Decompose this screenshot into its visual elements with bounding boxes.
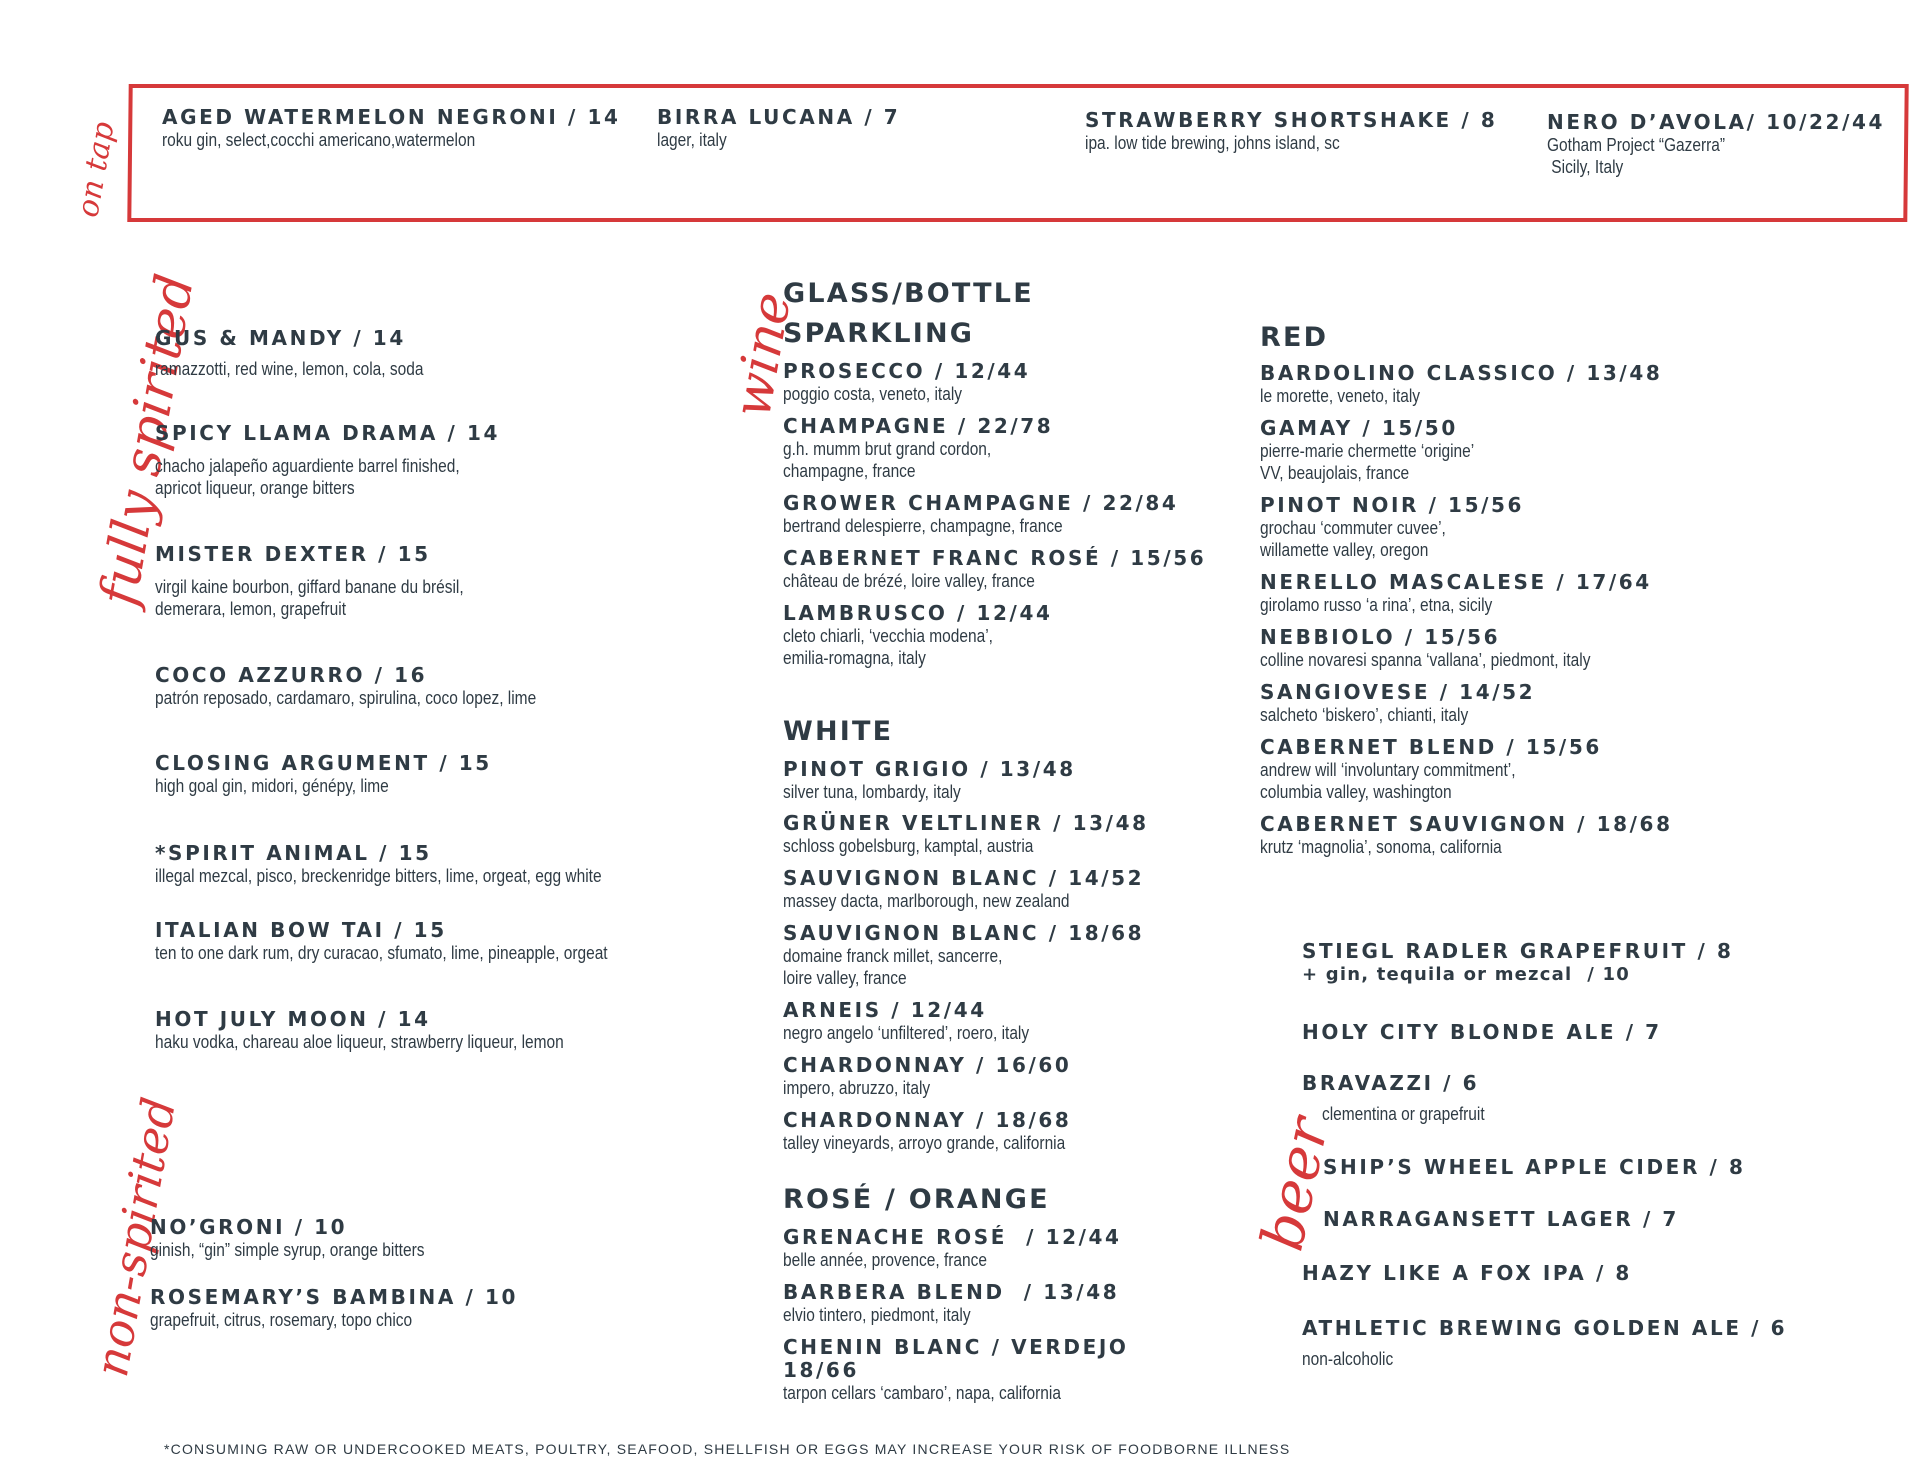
item-title: ATHLETIC BREWING GOLDEN ALE / 6 [1302, 1316, 1788, 1340]
wine-item [783, 1226, 1122, 1271]
item-desc: grochau ‘commuter cuvee’, [1260, 518, 1446, 538]
item-title: BARDOLINO CLASSICO / 13/48 [1260, 361, 1663, 385]
item-title: NERO D’AVOLA/ 10/22/44 [1547, 110, 1886, 134]
beer-item [1302, 1317, 1787, 1370]
item-desc: le morette, veneto, italy [1260, 386, 1421, 406]
item-desc: virgil kaine bourbon, giffard banane du brésil, [155, 577, 464, 597]
non-spirited-item [150, 1216, 469, 1261]
item-title: NEBBIOLO / 15/56 [1260, 625, 1501, 649]
non-spirited-item [150, 1286, 518, 1331]
item-title: CLOSING ARGUMENT / 15 [155, 751, 492, 775]
item-title: BARBERA BLEND / 13/48 [783, 1280, 1120, 1304]
rose-orange-heading: ROSÉ / ORANGE [783, 1184, 1050, 1215]
item-desc: emilia-romagna, italy [783, 648, 926, 668]
tap-item [1085, 109, 1497, 154]
item-title: *SPIRIT ANIMAL / 15 [155, 841, 432, 865]
wine-item [783, 547, 1206, 592]
item-title: SANGIOVESE / 14/52 [1260, 680, 1536, 704]
item-desc: silver tuna, lombardy, italy [783, 782, 961, 802]
item-desc: champagne, france [783, 461, 916, 481]
item-title: HOT JULY MOON / 14 [155, 1007, 431, 1031]
item-desc: Gotham Project “Gazerra” [1547, 135, 1726, 155]
item-desc: patrón reposado, cardamaro, spirulina, coco lopez, lime [155, 688, 537, 708]
item-title: BRAVAZZI / 6 [1302, 1071, 1480, 1095]
beer-item [1302, 1021, 1662, 1044]
wine-item [1260, 494, 1524, 561]
wine-item [783, 1281, 1119, 1326]
item-title: STRAWBERRY SHORTSHAKE / 8 [1085, 108, 1498, 132]
item-desc: krutz ‘magnolia’, sonoma, california [1260, 837, 1502, 857]
item-desc: girolamo russo ‘a rina’, etna, sicily [1260, 595, 1493, 615]
item-desc: colline novaresi spanna ‘vallana’, piedmont, italy [1260, 650, 1591, 670]
item-title: NO’GRONI / 10 [150, 1215, 348, 1239]
item-desc: apricot liqueur, orange bitters [155, 478, 355, 498]
item-desc: ramazzotti, red wine, lemon, cola, soda [155, 359, 424, 379]
cocktail-item [155, 919, 681, 964]
wine-label: wine [722, 288, 804, 422]
item-desc: poggio costa, veneto, italy [783, 384, 963, 404]
wine-item [783, 812, 1149, 857]
tap-item [162, 106, 620, 151]
beer-item [1302, 1072, 1511, 1125]
item-title: MISTER DEXTER / 15 [155, 542, 431, 566]
item-desc: salcheto ‘biskero’, chianti, italy [1260, 705, 1469, 725]
item-title-line-2: 18/66 [783, 1358, 859, 1382]
item-title: GUS & MANDY / 14 [155, 326, 406, 350]
item-desc: clementina or grapefruit [1322, 1104, 1485, 1124]
item-desc: château de brézé, loire valley, france [783, 571, 1035, 591]
item-desc: demerara, lemon, grapefruit [155, 599, 347, 619]
item-title: NERELLO MASCALESE / 17/64 [1260, 570, 1652, 594]
item-desc: loire valley, france [783, 968, 907, 988]
item-title: CABERNET FRANC ROSÉ / 15/56 [783, 546, 1207, 570]
on-tap-label: on tap [70, 119, 122, 220]
beer-item [1323, 1208, 1679, 1231]
item-desc: elvio tintero, piedmont, italy [783, 1305, 971, 1325]
wine-item [1260, 362, 1662, 407]
cocktail-item [155, 842, 674, 887]
beer-item [1323, 1156, 1746, 1179]
cocktail-item [155, 664, 598, 709]
item-title: ARNEIS / 12/44 [783, 998, 987, 1022]
item-addon: + gin, tequila or mezcal / 10 [1302, 964, 1630, 985]
item-desc: ginish, “gin” simple syrup, orange bitters [150, 1240, 425, 1260]
item-desc: negro angelo ‘unfiltered’, roero, italy [783, 1023, 1030, 1043]
item-title: AGED WATERMELON NEGRONI / 14 [162, 105, 621, 129]
item-desc: willamette valley, oregon [1260, 540, 1429, 560]
wine-item [783, 602, 1053, 669]
wine-item [783, 1109, 1111, 1154]
item-title: CABERNET BLEND / 15/56 [1260, 735, 1602, 759]
item-title: GRÜNER VELTLINER / 13/48 [783, 811, 1149, 835]
item-desc: high goal gin, midori, génépy, lime [155, 776, 389, 796]
tap-item [1547, 111, 1885, 178]
foodborne-illness-notice: *CONSUMING RAW OR UNDERCOOKED MEATS, POULTRY, SEAFOOD, SHELLFISH OR EGGS MAY INCREASE YOUR RISK OF FOODBORNE ILLNESS [164, 1441, 1291, 1457]
item-title: CHAMPAGNE / 22/78 [783, 414, 1054, 438]
item-desc: andrew will ‘involuntary commitment’, [1260, 760, 1516, 780]
item-title: CHARDONNAY / 18/68 [783, 1108, 1072, 1132]
item-desc: ipa. low tide brewing, johns island, sc [1085, 133, 1340, 153]
wine-item [1260, 417, 1509, 484]
item-title: PROSECCO / 12/44 [783, 359, 1031, 383]
cocktail-item [155, 752, 492, 797]
item-desc: haku vodka, chareau aloe liqueur, strawberry liqueur, lemon [155, 1032, 564, 1052]
red-heading: RED [1260, 322, 1329, 353]
fully-spirited-label: fully spirited [88, 269, 207, 611]
white-heading: WHITE [783, 716, 894, 747]
item-desc: illegal mezcal, pisco, breckenridge bitters, lime, orgeat, egg white [155, 866, 602, 886]
beer-item [1302, 1262, 1632, 1285]
wine-item [1260, 681, 1535, 726]
item-title: STIEGL RADLER GRAPEFRUIT / 8 [1302, 939, 1734, 963]
wine-item [1260, 813, 1673, 858]
item-desc: belle année, provence, france [783, 1250, 987, 1270]
non-spirited-label: non-spirited [83, 1093, 187, 1381]
item-desc: domaine franck millet, sancerre, [783, 946, 1003, 966]
wine-item [1260, 736, 1602, 803]
glass-bottle-heading: GLASS/BOTTLE [783, 278, 1034, 309]
wine-item [783, 415, 1053, 482]
item-desc: g.h. mumm brut grand cordon, [783, 439, 992, 459]
item-desc: tarpon cellars ‘cambaro’, napa, california [783, 1383, 1061, 1403]
item-desc: roku gin, select,cocchi americano,watermelon [162, 130, 476, 150]
beer-label: beer [1247, 1111, 1342, 1257]
item-desc: Sicily, Italy [1547, 157, 1624, 177]
wine-item [783, 1054, 1071, 1099]
item-desc: ten to one dark rum, dry curacao, sfumato, lime, pineapple, orgeat [155, 943, 608, 963]
wine-item [783, 922, 1144, 989]
sparkling-heading: SPARKLING [783, 318, 975, 349]
item-desc: cleto chiarli, ‘vecchia modena’, [783, 626, 993, 646]
item-title: CABERNET SAUVIGNON / 18/68 [1260, 812, 1673, 836]
cocktail-item [155, 327, 467, 380]
item-title: SPICY LLAMA DRAMA / 14 [155, 421, 501, 445]
item-title: SHIP’S WHEEL APPLE CIDER / 8 [1323, 1155, 1746, 1179]
item-title: PINOT NOIR / 15/56 [1260, 493, 1525, 517]
item-title: SAUVIGNON BLANC / 14/52 [783, 866, 1145, 890]
item-desc: massey dacta, marlborough, new zealand [783, 891, 1070, 911]
item-desc: grapefruit, citrus, rosemary, topo chico [150, 1310, 413, 1330]
wine-item [783, 1336, 1129, 1404]
item-desc: pierre-marie chermette ‘origine’ [1260, 441, 1475, 461]
beer-item [1302, 940, 1733, 986]
item-title: NARRAGANSETT LAGER / 7 [1323, 1207, 1679, 1231]
wine-item [783, 867, 1144, 912]
cocktail-item [155, 543, 514, 620]
item-title: COCO AZZURRO / 16 [155, 663, 428, 687]
item-desc: lager, italy [657, 130, 727, 150]
item-title: GRENACHE ROSÉ / 12/44 [783, 1225, 1122, 1249]
item-title: GROWER CHAMPAGNE / 22/84 [783, 491, 1179, 515]
wine-item [783, 999, 1069, 1044]
wine-item [1260, 571, 1652, 616]
item-desc: talley vineyards, arroyo grande, california [783, 1133, 1066, 1153]
item-desc: schloss gobelsburg, kamptal, austria [783, 836, 1034, 856]
item-title: HOLY CITY BLONDE ALE / 7 [1302, 1020, 1662, 1044]
item-desc: chacho jalapeño aguardiente barrel finished, [155, 456, 460, 476]
cocktail-item [155, 1008, 630, 1053]
item-title: CHENIN BLANC / VERDEJO [783, 1335, 1129, 1359]
item-title: ITALIAN BOW TAI / 15 [155, 918, 447, 942]
item-title: HAZY LIKE A FOX IPA / 8 [1302, 1261, 1632, 1285]
wine-item [1260, 626, 1644, 671]
wine-item [783, 360, 1030, 405]
item-title: GAMAY / 15/50 [1260, 416, 1458, 440]
item-title: BIRRA LUCANA / 7 [657, 105, 901, 129]
item-title: SAUVIGNON BLANC / 18/68 [783, 921, 1145, 945]
item-desc: bertrand delespierre, champagne, france [783, 516, 1063, 536]
cocktail-item [155, 422, 509, 499]
item-desc: non-alcoholic [1302, 1349, 1394, 1369]
item-title: ROSEMARY’S BAMBINA / 10 [150, 1285, 518, 1309]
item-desc: VV, beaujolais, france [1260, 463, 1410, 483]
item-title: CHARDONNAY / 16/60 [783, 1053, 1072, 1077]
tap-item [657, 106, 900, 151]
item-desc: columbia valley, washington [1260, 782, 1452, 802]
wine-item [783, 758, 1076, 803]
item-desc: impero, abruzzo, italy [783, 1078, 931, 1098]
item-title: LAMBRUSCO / 12/44 [783, 601, 1053, 625]
wine-item [783, 492, 1178, 537]
item-title: PINOT GRIGIO / 13/48 [783, 757, 1076, 781]
